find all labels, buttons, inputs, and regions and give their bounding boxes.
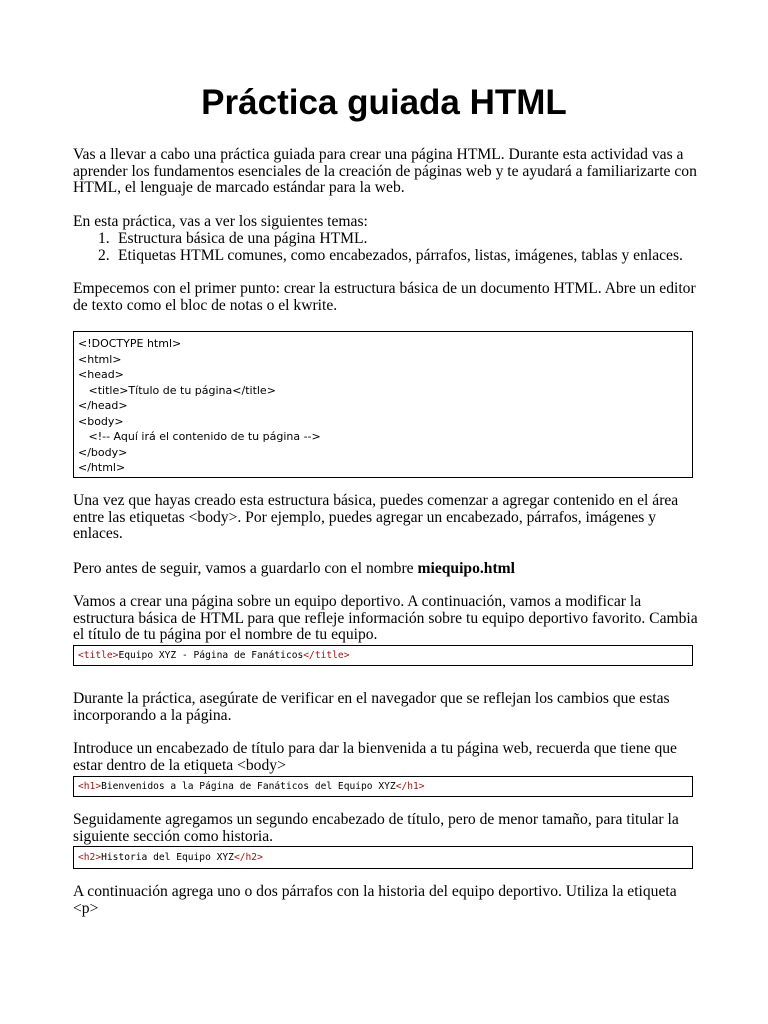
code-line: <html> [78,352,122,366]
team-page-paragraph: Vamos a crear una página sobre un equipo deportivo. A continuación, vamos a modificar la estructura básica de HTML para que refleje información sobre tu equipo deportivo favorito. Cambia el título de tu página por el nombre de tu equipo. [73,593,698,644]
first-point-paragraph: Empecemos con el primer punto: crear la estructura básica de un documento HTML. Abre un editor de texto como el bloc de notas o el kwrite. [73,280,696,314]
paragraph-instruction: A continuación agrega uno o dos párrafos con la historia del equipo deportivo. Utiliza la etiqueta <p> [73,883,677,917]
save-paragraph: Pero antes de seguir, vamos a guardarlo con el nombre miequipo.html [73,560,515,577]
topics-list [98,231,708,264]
after-structure-paragraph: Una vez que hayas creado esta estructura básica, puedes comenzar a agregar contenido en el área entre las etiquetas <body>. Por ejemplo, puedes agregar un encabezado, párrafos, imágenes y enlaces. [73,492,679,543]
code-line: <body> [78,414,124,428]
code-line: <head> [78,368,124,381]
filename: miequipo.html [417,560,515,577]
h2-instruction-paragraph: Seguidamente agregamos un segundo encabezado de título, pero de menor tamaño, para titular la siguiente sección como historia. [73,811,679,845]
code-block-title: <title>Equipo XYZ - Página de Fanáticos</title> [73,645,693,666]
code-line: <title>Título de tu página</title> [78,383,276,397]
verify-paragraph: Durante la práctica, asegúrate de verificar en el navegador que se reflejan los cambios que estas incorporando a la página. [73,690,670,724]
code-block-h2: <h2>Historia del Equipo XYZ</h2> [73,846,693,869]
page-title: Práctica guiada HTML [201,83,567,122]
list-item: 2. Etiquetas HTML comunes, como encabezados, párrafos, listas, imágenes, tablas y enlaces. [98,246,683,264]
code-line: </head> [78,399,128,412]
list-item: 1. Estructura básica de una página HTML. [98,230,368,247]
h1-instruction-paragraph: Introduce un encabezado de título para dar la bienvenida a tu página web, recuerda que tiene que estar dentro de la etiqueta <body> [73,740,677,774]
code-line: <!DOCTYPE html> [78,337,182,350]
topics-intro: En esta práctica, vas a ver los siguientes temas: [73,213,368,230]
code-block-h1: <h1>Bienvenidos a la Página de Fanáticos del Equipo XYZ</h1> [73,776,693,797]
intro-paragraph: Vas a llevar a cabo una práctica guiada para crear una página HTML. Durante esta actividad vas a aprender los fundamentos esenciales de la creación de páginas web y te ayudará a familiarizarte con HTML, el lenguaje de marcado estándar para la web. [73,146,697,197]
code-line: </body> [78,445,128,459]
code-line: <!-- Aquí irá el contenido de tu página --> [78,430,321,443]
code-block-structure [73,331,693,478]
code-line: </html> [78,461,126,474]
